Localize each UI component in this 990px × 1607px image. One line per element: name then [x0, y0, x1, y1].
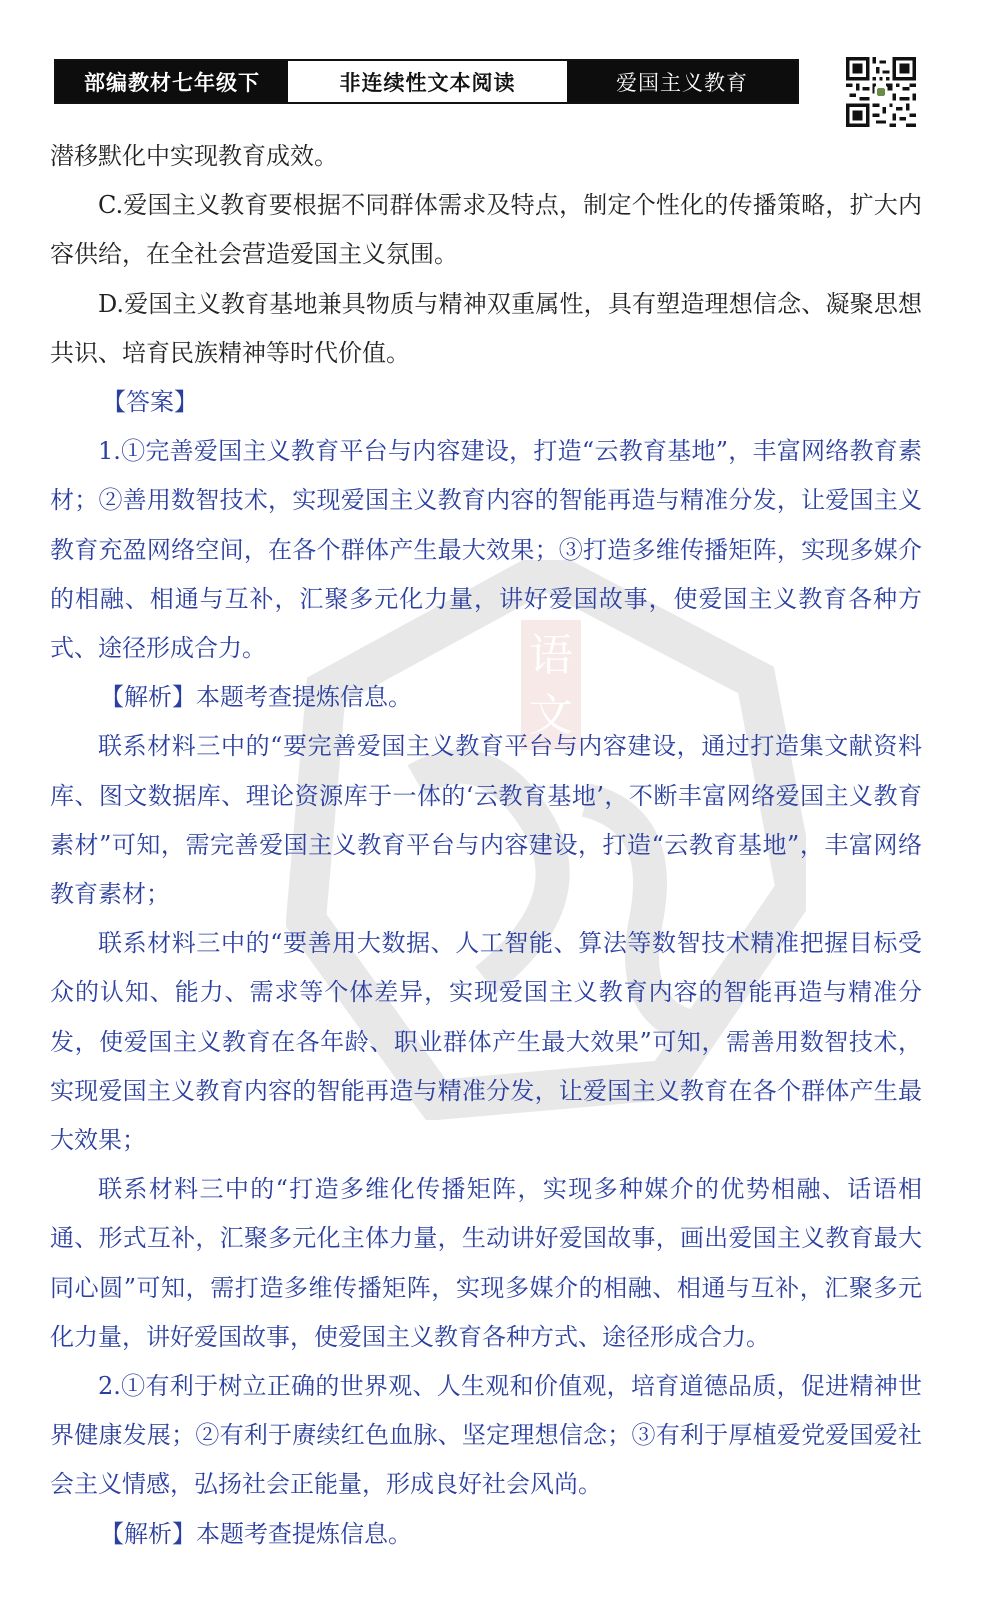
theme-label: 爱国主义教育: [567, 61, 797, 102]
analysis-label: 【解析】: [100, 1519, 196, 1548]
option-d: D.爱国主义教育基地兼具物质与精神双重属性，具有塑造理想信念、凝聚思想共识、培育民族精神等时代价值。: [50, 289, 922, 367]
watermark-char-1: 语: [529, 630, 573, 681]
analysis-2-heading: [50, 1510, 922, 1559]
analysis-intro: 本题考查提炼信息。: [196, 1519, 412, 1548]
watermark-char-2: 文: [529, 690, 573, 741]
analysis-paragraph: 联系材料三中的“要完善爱国主义教育平台与内容建设，通过打造集文献资料库、图文数据库、理论资源库于一体的‘云教育基地’，不断丰富网络爱国主义教育素材”可知，需完善爱国主义教育平台与内容建设，打造“云教育基地”，丰富网络教育素材；: [50, 732, 922, 909]
option-c: C.爱国主义教育要根据不同群体需求及特点，制定个性化的传播策略，扩大内容供给，在全社会营造爱国主义氛围。: [50, 191, 922, 269]
answer-label: 【答案】: [102, 388, 198, 417]
analysis-1-heading: [50, 673, 922, 722]
paragraph: 潜移默化中实现教育成效。: [50, 142, 338, 170]
header-bar: [54, 59, 799, 104]
qr-code-icon: [846, 57, 916, 127]
analysis-intro: 本题考查提炼信息。: [196, 683, 412, 712]
analysis-paragraph: 联系材料三中的“要善用大数据、人工智能、算法等数智技术精准把握目标受众的认知、能力、需求等个体差异，实现爱国主义教育内容的智能再造与精准分发，使爱国主义教育在各年龄、职业群体产生最大效果”可知，需善用数智技术，实现爱国主义教育内容的智能再造与精准分发，让爱国主义教育在各个群体产生最大效果；: [50, 929, 922, 1155]
answer-1: 1.①完善爱国主义教育平台与内容建设，打造“云教育基地”，丰富网络教育素材；②善用数智技术，实现爱国主义教育内容的智能再造与精准分发，让爱国主义教育充盈网络空间，在各个群体产生最大效果；③打造多维传播矩阵，实现多媒介的相融、相通与互补，汇聚多元化力量，讲好爱国故事，使爱国主义教育各种方式、途径形成合力。: [50, 437, 922, 663]
analysis-paragraph: 联系材料三中的“打造多维化传播矩阵，实现多种媒介的优势相融、话语相通、形式互补，汇聚多元化主体力量，生动讲好爱国故事，画出爱国主义教育最大同心圆”可知，需打造多维传播矩阵，实现多媒介的相融、相通与互补，汇聚多元化力量，讲好爱国故事，使爱国主义教育各种方式、途径形成合力。: [50, 1175, 922, 1351]
analysis-label: 【解析】: [100, 683, 196, 712]
answer-2: 2.①有利于树立正确的世界观、人生观和价值观，培育道德品质，促进精神世界健康发展；②有利于赓续红色血脉、坚定理想信念；③有利于厚植爱党爱国爱社会主义情感，弘扬社会正能量，形成良好社会风尚。: [50, 1372, 922, 1499]
grade-label: 部编教材七年级下: [56, 61, 288, 102]
document-body: [50, 132, 922, 1559]
topic-label: 非连续性文本阅读: [288, 61, 567, 102]
